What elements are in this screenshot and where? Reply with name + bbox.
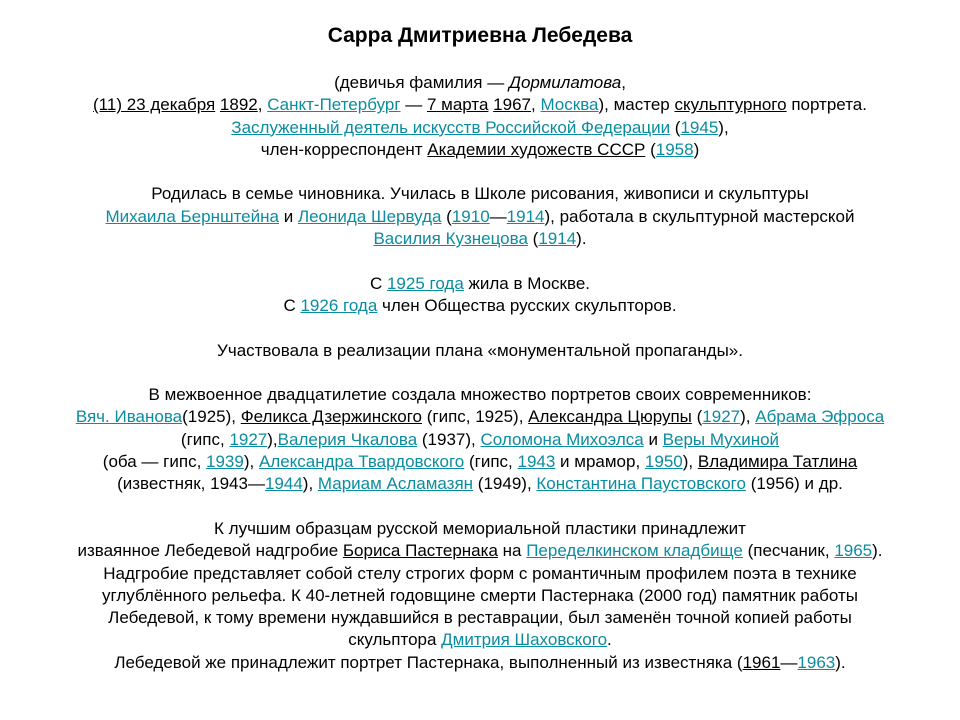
tsyurupa-year-link[interactable]: 1927 <box>702 407 741 427</box>
education-line-1: Родилась в семье чиновника. Училась в Школе рисования, живописи и скульптуры <box>151 184 809 204</box>
pasternak-link[interactable]: Бориса Пастернака <box>342 541 498 561</box>
tatlin-link[interactable]: Владимира Татлина <box>697 452 858 472</box>
text: (известняк, <box>117 474 211 494</box>
text: (гипс, 1925), <box>421 407 529 427</box>
teacher-kuznetsov-link[interactable]: Василия Кузнецова <box>373 229 528 249</box>
text: жила в Москве. <box>463 273 591 293</box>
tsyurupa-link[interactable]: Александра Цюрупы <box>528 407 692 427</box>
birth-city-link[interactable]: Санкт-Петербург <box>267 95 401 115</box>
text: (1937), <box>417 429 481 449</box>
memorial-line-7: Лебедевой же принадлежит портрет Пастернака, выполненный из известняка (1961—1963). <box>114 652 846 672</box>
text: ), мастер <box>598 95 675 115</box>
memorial-line-6: скульптора Дмитрия Шаховского. <box>348 630 612 650</box>
teacher-sherwood-link[interactable]: Леонида Шервуда <box>297 206 442 226</box>
text: С <box>369 273 387 293</box>
paustovsky-link[interactable]: Константина Паустовского <box>536 474 746 494</box>
intro-line-1 <box>20 72 940 94</box>
year-1914-link[interactable]: 1914 <box>506 206 545 226</box>
text: член Общества русских скульпторов. <box>377 295 677 315</box>
text: С <box>283 295 301 315</box>
memorial-line-4: углублённого рельефа. К 40-летней годовщине смерти Пастернака (2000 год) памятник работы <box>102 585 858 605</box>
moscow-line-2 <box>20 295 940 317</box>
efros-year-link[interactable]: 1927 <box>229 429 268 449</box>
chkalov-link[interactable]: Валерия Чкалова <box>277 429 418 449</box>
ivanov-link[interactable]: Вяч. Иванова <box>75 407 183 427</box>
academy-link[interactable]: Академии художеств СССР <box>427 139 646 159</box>
portraits-line-4: (известняк, 1943—1944), Мариам Асламазян (1949), Константина Паустовского (1956) и др. <box>117 474 843 494</box>
text: скульптора <box>348 630 442 650</box>
maiden-name: Дормилатова <box>508 73 622 92</box>
mukhina-link[interactable]: Веры Мухиной <box>662 429 780 449</box>
text: (девичья фамилия — <box>334 73 509 92</box>
birth-date-link[interactable]: (11) 23 декабря <box>93 95 216 115</box>
birth-year-link[interactable]: 1892 <box>219 95 258 115</box>
text: (гипс, <box>180 429 230 449</box>
year-1943-link[interactable]: 1943 <box>517 452 556 472</box>
memorial-line-3: Надгробие представляет собой стелу строгих форм с романтичным профилем поэта в технике <box>103 563 857 583</box>
dzerzhinsky-link[interactable]: Феликса Дзержинского <box>240 407 422 427</box>
education-line-2: Михаила Бернштейна и Леонида Шервуда (1910—1914), работала в скульптурной мастерской <box>105 206 855 226</box>
text: (1956) и др. <box>745 474 843 494</box>
page-title: Сарра Дмитриевна Лебедева <box>327 24 633 47</box>
mikhoels-link[interactable]: Соломона Михоэлса <box>480 429 644 449</box>
intro-line-3: Заслуженный деятель искусств Российской Федерации (1945), <box>231 117 729 137</box>
memorial-line-5: Лебедевой, к тому времени нуждавшийся в реставрации, был заменён точной копией работы <box>108 608 852 628</box>
year-1926-link[interactable]: 1926 года <box>300 295 378 315</box>
text: (оба — гипс, <box>102 452 207 472</box>
text: портрета. <box>786 95 867 115</box>
aslamazyan-link[interactable]: Мариам Асламазян <box>317 474 474 494</box>
honor-year-link[interactable]: 1945 <box>680 117 719 137</box>
year-1925-link[interactable]: 1925 года <box>386 273 464 293</box>
text: ), работала в скульптурной мастерской <box>544 206 855 226</box>
portraits-intro: В межвоенное двадцатилетие создала множество портретов своих современников: <box>148 385 812 405</box>
efros-link[interactable]: Абрама Эфроса <box>755 407 885 427</box>
year-1944-link[interactable]: 1944 <box>264 474 303 494</box>
memorial-line-1: К лучшим образцам русской мемориальной пластики принадлежит <box>214 518 746 538</box>
year-1939-link[interactable]: 1939 <box>206 452 244 472</box>
year-1910-link[interactable]: 1910 <box>451 206 490 226</box>
education-line-3: Василия Кузнецова (1914). <box>373 229 587 249</box>
studio-year-link[interactable]: 1914 <box>538 229 577 249</box>
memorial-line-2: изваянное Лебедевой надгробие Бориса Пастернака на Переделкинском кладбище (песчаник, 1965). <box>77 541 883 561</box>
text: и мрамор, <box>555 452 645 472</box>
honor-title-link[interactable]: Заслуженный деятель искусств Российской Федерации <box>231 117 671 137</box>
text: (гипс, <box>464 452 518 472</box>
portraits-line-2: (гипс, 1927),Валерия Чкалова (1937), Соломона Михоэлса и Веры Мухиной <box>180 429 780 449</box>
biography-text <box>20 72 940 674</box>
tatlin-year-1943: 1943 <box>210 474 248 494</box>
year-1961-link[interactable]: 1961 <box>742 652 781 672</box>
death-date-link[interactable]: 7 марта <box>426 95 489 115</box>
year-1965-link[interactable]: 1965 <box>834 541 873 561</box>
portraits-line-3: (оба — гипс, 1939), Александра Твардовского (гипс, 1943 и мрамор, 1950), Владимира Татлина <box>102 452 858 472</box>
year-1963-link[interactable]: 1963 <box>797 652 836 672</box>
text: на <box>497 541 527 561</box>
intro-line-2: (11) 23 декабря 1892, Санкт-Петербург — 7 марта 1967, Москва), мастер скульптурного портрета. <box>93 95 867 115</box>
teacher-bernstein-link[interactable]: Михаила Бернштейна <box>105 206 279 226</box>
shakhovskoy-link[interactable]: Дмитрия Шаховского <box>441 630 608 650</box>
cemetery-link[interactable]: Переделкинском кладбище <box>526 541 743 561</box>
text: изваянное Лебедевой надгробие <box>77 541 343 561</box>
portraits-line-1: Вяч. Иванова(1925), Феликса Дзержинского (гипс, 1925), Александра Цюрупы (1927), Абрама Эфроса <box>75 407 885 427</box>
text: и <box>278 206 298 226</box>
year-1950-link[interactable]: 1950 <box>644 452 683 472</box>
death-year-link[interactable]: 1967 <box>493 95 531 115</box>
death-city-link[interactable]: Москва <box>540 95 599 115</box>
propaganda-line: Участвовала в реализации плана «монументальной пропаганды». <box>217 340 743 360</box>
text: член-корреспондент <box>260 139 428 159</box>
moscow-line-1 <box>20 273 940 295</box>
academy-year-link[interactable]: 1958 <box>655 139 694 159</box>
text: (1949), <box>473 474 537 494</box>
tvardovsky-link[interactable]: Александра Твардовского <box>258 452 465 472</box>
intro-line-4: член-корреспондент Академии художеств СССР (1958) <box>260 139 700 159</box>
text: (песчаник, <box>742 541 835 561</box>
text: (1925), <box>182 407 241 427</box>
text: Лебедевой же принадлежит портрет Пастернака, выполненный из известняка ( <box>114 652 743 672</box>
sculpture-link[interactable]: скульптурного <box>674 95 787 115</box>
text: , <box>621 73 626 92</box>
